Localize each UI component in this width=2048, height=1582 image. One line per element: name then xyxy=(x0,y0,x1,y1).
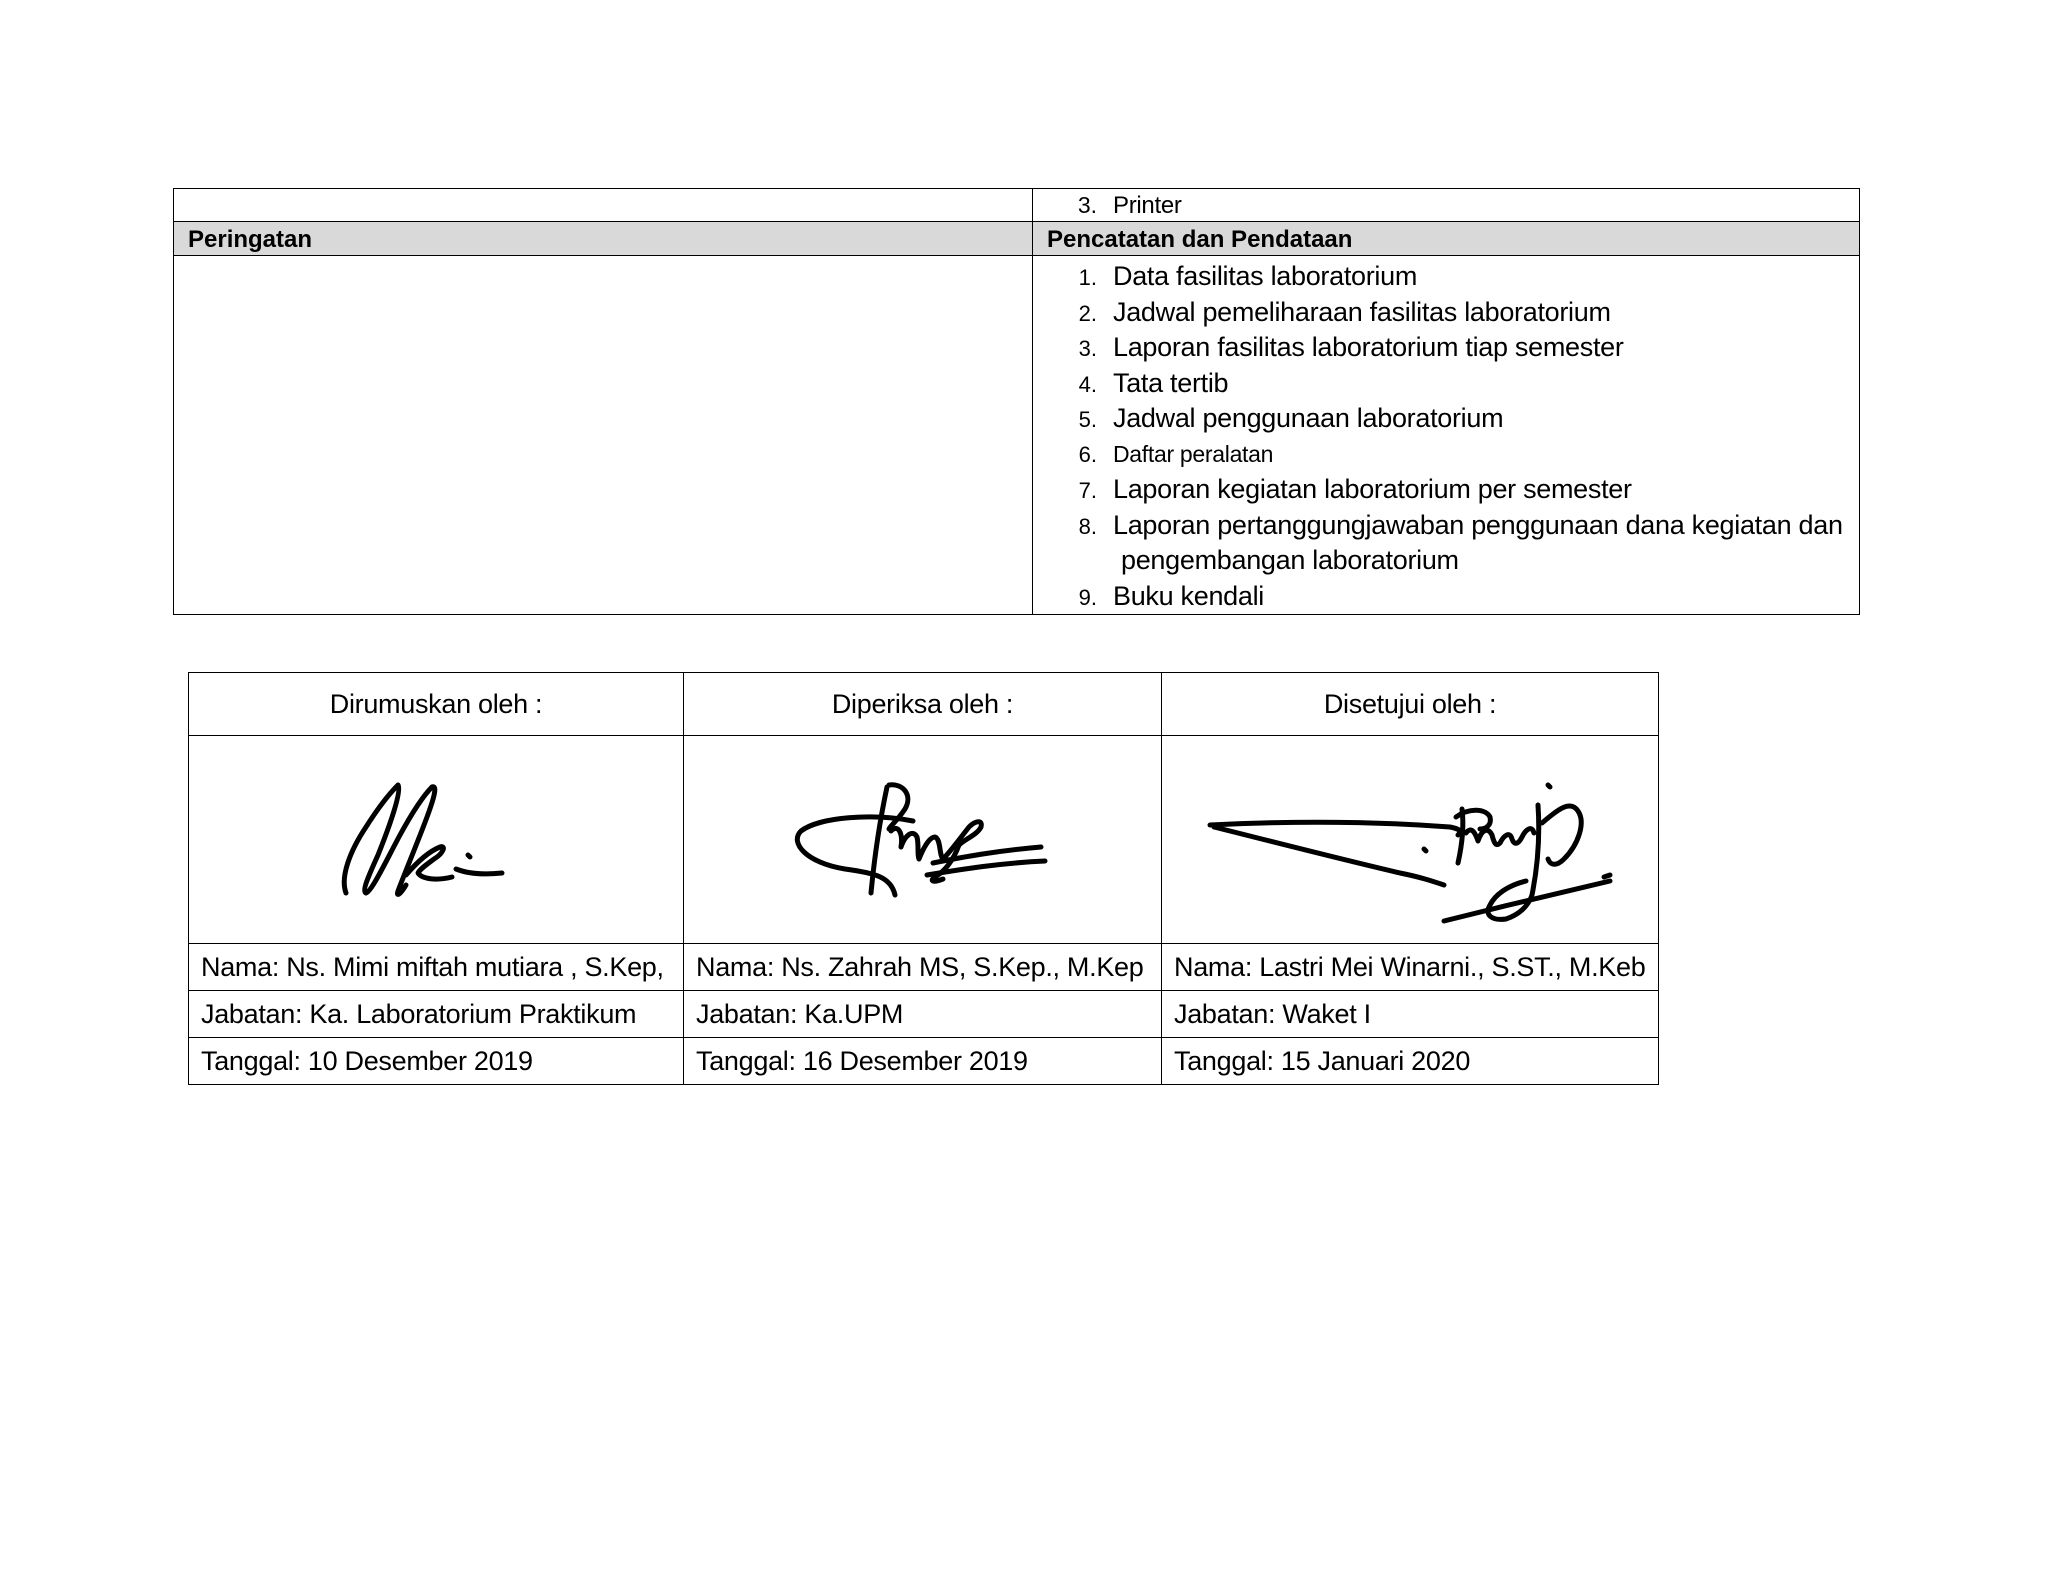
list-number: 5. xyxy=(1078,407,1097,432)
list-number: 2. xyxy=(1078,300,1097,326)
signature-checker xyxy=(783,765,1063,915)
date-approver: Tanggal: 15 Januari 2020 xyxy=(1162,1038,1659,1085)
table-row xyxy=(189,736,1659,944)
list-text: Buku kendali xyxy=(1113,580,1265,611)
table-header-row xyxy=(174,222,1860,256)
date-checker: Tanggal: 16 Desember 2019 xyxy=(684,1038,1162,1085)
list-text: Printer xyxy=(1113,192,1182,219)
name-drafter: Nama: Ns. Mimi miftah mutiara , S.Kep, xyxy=(189,944,684,991)
records-cell xyxy=(1033,256,1860,615)
list-number: 3. xyxy=(1078,336,1097,361)
header-warning: Peringatan xyxy=(174,222,1033,256)
list-item xyxy=(1033,472,1859,508)
list-text-line: Laporan pertanggungjawaban penggunaan dana kegiatan dan xyxy=(1113,509,1843,540)
signature-approver xyxy=(1200,755,1620,925)
empty-cell xyxy=(174,189,1033,222)
list-text: Daftar peralatan xyxy=(1113,440,1274,467)
list-text: Jadwal penggunaan laboratorium xyxy=(1113,403,1504,433)
table-row xyxy=(174,189,1860,222)
role-approved: Disetujui oleh : xyxy=(1162,673,1659,736)
list-text: Laporan kegiatan laboratorium per semester xyxy=(1113,474,1632,504)
records-list xyxy=(1033,256,1859,614)
equipment-cell xyxy=(1033,189,1860,222)
position-drafter: Jabatan: Ka. Laboratorium Praktikum xyxy=(189,991,684,1038)
list-text-line: pengembangan laboratorium xyxy=(1121,545,1459,575)
list-item xyxy=(1033,437,1859,473)
name-checker: Nama: Ns. Zahrah MS, S.Kep., M.Kep xyxy=(684,944,1162,991)
list-number: 8. xyxy=(1078,513,1097,539)
list-number: 6. xyxy=(1078,441,1097,467)
warning-cell xyxy=(174,256,1033,615)
list-item xyxy=(1033,330,1859,366)
list-text: Jadwal pemeliharaan fasilitas laboratorium xyxy=(1113,296,1611,327)
equipment-list xyxy=(1033,190,1859,221)
table-row xyxy=(189,1038,1659,1085)
list-text: Laporan fasilitas laboratorium tiap semester xyxy=(1113,332,1624,362)
list-number: 4. xyxy=(1078,371,1097,397)
table-row xyxy=(189,944,1659,991)
list-number: 9. xyxy=(1078,584,1097,610)
approval-table xyxy=(188,672,1659,1085)
list-item xyxy=(1033,259,1859,295)
list-item xyxy=(1033,401,1859,437)
list-item xyxy=(1033,508,1859,579)
role-drafted: Dirumuskan oleh : xyxy=(189,673,684,736)
list-item xyxy=(1033,190,1859,221)
position-approver: Jabatan: Waket I xyxy=(1162,991,1659,1038)
signature-cell xyxy=(1162,736,1659,944)
list-item xyxy=(1033,579,1859,615)
list-item xyxy=(1033,295,1859,331)
role-checked: Diperiksa oleh : xyxy=(684,673,1162,736)
list-text: Data fasilitas laboratorium xyxy=(1113,261,1418,291)
signature-cell xyxy=(189,736,684,944)
sop-table xyxy=(173,188,1860,615)
list-text: Tata tertib xyxy=(1113,367,1229,398)
table-row xyxy=(189,673,1659,736)
list-number: 7. xyxy=(1078,478,1097,503)
position-checker: Jabatan: Ka.UPM xyxy=(684,991,1162,1038)
signature-cell xyxy=(684,736,1162,944)
table-row xyxy=(174,256,1860,615)
list-item xyxy=(1033,366,1859,402)
date-drafter: Tanggal: 10 Desember 2019 xyxy=(189,1038,684,1085)
list-number: 1. xyxy=(1078,265,1097,290)
table-row xyxy=(189,991,1659,1038)
list-number: 3. xyxy=(1077,192,1097,218)
name-approver: Nama: Lastri Mei Winarni., S.ST., M.Keb xyxy=(1162,944,1659,991)
list-text xyxy=(1113,508,1859,579)
signature-drafter xyxy=(306,765,566,915)
header-records: Pencatatan dan Pendataan xyxy=(1033,222,1860,256)
